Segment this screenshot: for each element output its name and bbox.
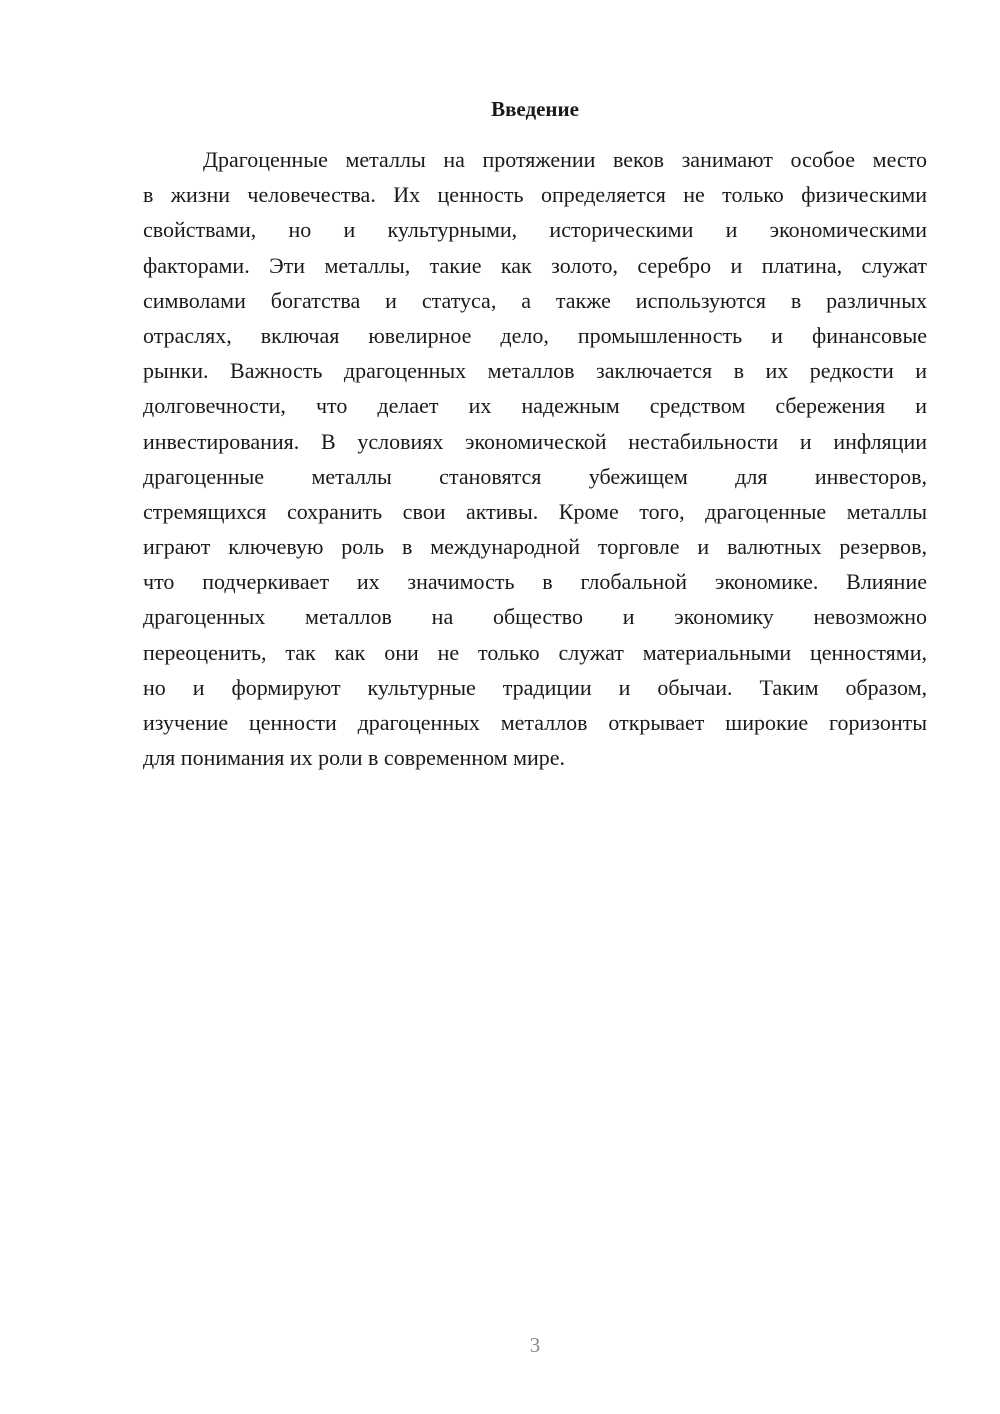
paragraph-line: инвестирования. В условиях экономической нестабильности и инфляции	[143, 428, 927, 454]
intro-paragraph	[143, 142, 927, 775]
paragraph-line: драгоценные металлы становятся убежищем для инвесторов,	[143, 463, 927, 489]
section-title: Введение	[491, 97, 579, 121]
paragraph-line: для понимания их роли в современном мире.	[143, 745, 566, 771]
paragraph-line: факторами. Эти металлы, такие как золото, серебро и платина, служат	[143, 252, 927, 278]
paragraph-line: Драгоценные металлы на протяжении веков занимают особое место	[203, 147, 927, 172]
paragraph-line: долговечности, что делает их надежным средством сбережения и	[143, 393, 927, 419]
paragraph-line: что подчеркивает их значимость в глобальной экономике. Влияние	[143, 569, 927, 595]
paragraph-line: свойствами, но и культурными, историческими и экономическими	[143, 217, 927, 243]
paragraph-line: символами богатства и статуса, а также используются в различных	[143, 287, 927, 313]
page-number: 3	[529, 1333, 541, 1357]
paragraph-line: но и формируют культурные традиции и обычаи. Таким образом,	[143, 674, 927, 700]
paragraph-line: отраслях, включая ювелирное дело, промышленность и финансовые	[143, 322, 927, 348]
paragraph-line: рынки. Важность драгоценных металлов заключается в их редкости и	[143, 358, 927, 384]
paragraph-line: драгоценных металлов на общество и экономику невозможно	[143, 604, 927, 630]
paragraph-line: изучение ценности драгоценных металлов открывает широкие горизонты	[143, 710, 927, 735]
paragraph-line: играют ключевую роль в международной торговле и валютных резервов,	[143, 534, 927, 560]
paragraph-line: стремящихся сохранить свои активы. Кроме того, драгоценные металлы	[143, 498, 927, 524]
paragraph-line: в жизни человечества. Их ценность определяется не только физическими	[143, 182, 927, 208]
paragraph-line: переоценить, так как они не только служат материальными ценностями,	[143, 639, 927, 665]
